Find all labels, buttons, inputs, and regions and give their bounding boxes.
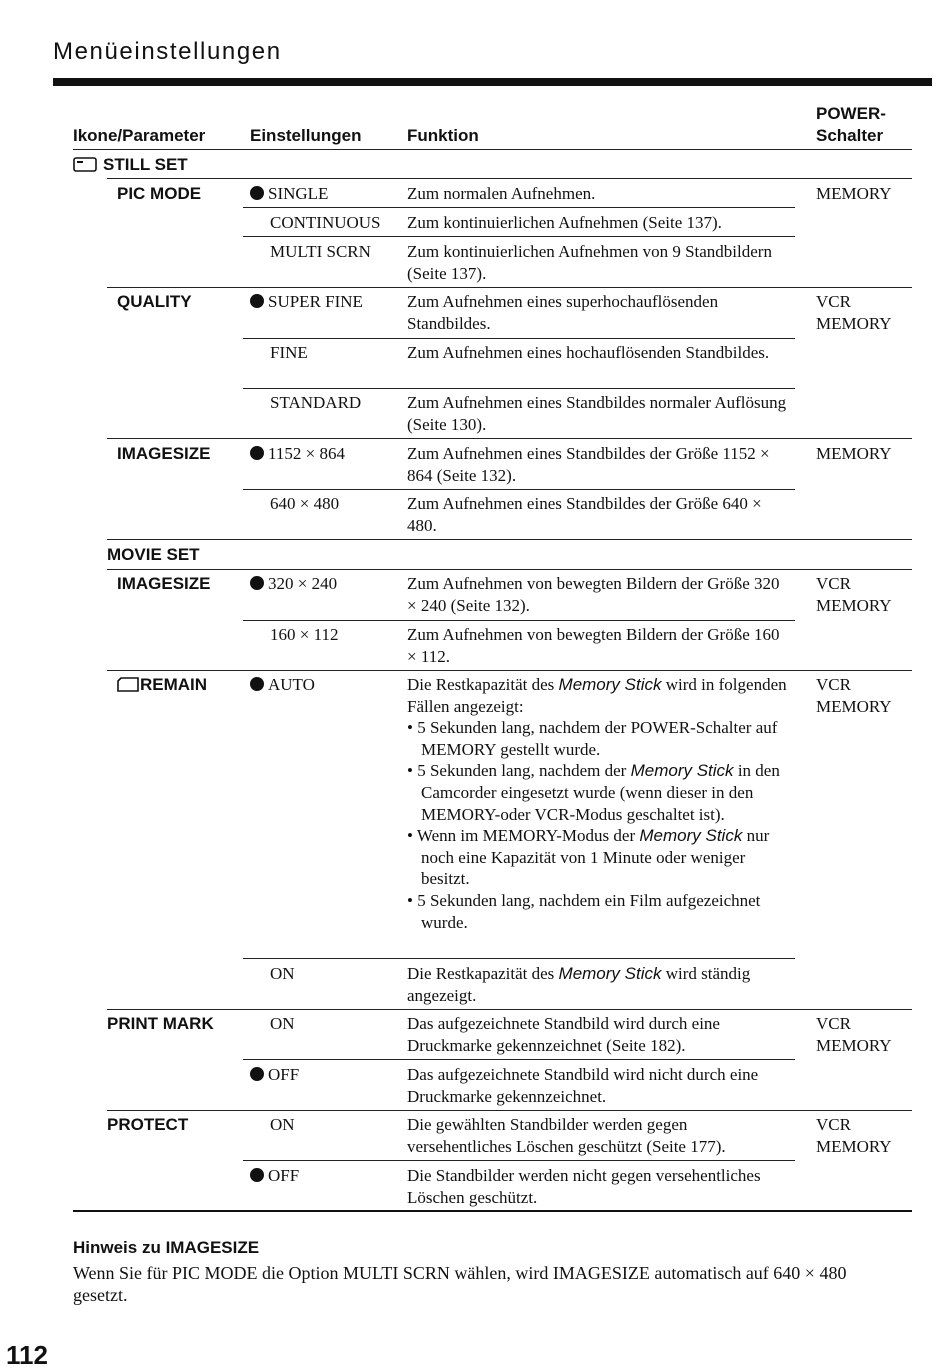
function-protect-on: Die gewählten Standbilder werden gegen versehentliches Löschen geschützt (Seite 177). [407, 1115, 726, 1156]
setting-auto: AUTO [250, 674, 315, 696]
row-rule [243, 207, 795, 208]
default-setting-dot-icon [250, 186, 264, 200]
table-bottom-rule [73, 1210, 912, 1212]
header-settings: Einstellungen [250, 126, 362, 145]
setting-single: SINGLE [250, 183, 328, 205]
function-remain-on: Die Restkapazität des Memory Stick wird ständig angezeigt. [407, 964, 751, 1005]
power-remain: VCR MEMORY [816, 675, 892, 716]
setting-640: 640 × 480 [270, 494, 340, 513]
function-print-on: Das aufgezeichnete Standbild wird durch eine Druckmarke gekennzeichnet (Seite 182). [407, 1014, 720, 1055]
row-rule [243, 489, 795, 490]
power-protect: VCR MEMORY [816, 1115, 892, 1156]
setting-protect-off: OFF [250, 1165, 299, 1187]
function-protect-off: Die Standbilder werden nicht gegen versehentliches Löschen geschützt. [407, 1166, 761, 1207]
power-imagesize-still: MEMORY [816, 444, 892, 463]
setting-continuous: CONTINUOUS [270, 213, 381, 232]
row-rule [107, 539, 912, 540]
row-rule [107, 1009, 912, 1010]
row-rule [107, 1110, 912, 1111]
function-single: Zum normalen Aufnehmen. [407, 184, 596, 203]
group-still-set-label: STILL SET [103, 155, 188, 174]
default-setting-dot-icon [250, 1067, 264, 1081]
header-power-line2: Schalter [816, 126, 884, 145]
setting-standard: STANDARD [270, 393, 362, 412]
function-fine: Zum Aufnehmen eines hochauflösenden Standbildes. [407, 343, 770, 362]
param-print-mark: PRINT MARK [107, 1014, 214, 1033]
note-body: Wenn Sie für PIC MODE die Option MULTI SCRN wählen, wird IMAGESIZE automatisch auf 640 × 480 gesetzt. [73, 1263, 847, 1305]
function-160: Zum Aufnehmen von bewegten Bildern der Größe 160 × 112. [407, 625, 780, 666]
param-remain [117, 674, 207, 696]
setting-print-on: ON [270, 1014, 295, 1033]
page-number: 112 [6, 1340, 48, 1370]
row-rule [243, 958, 795, 959]
row-rule [243, 1059, 795, 1060]
page-title: Menüeinstellungen [53, 38, 282, 65]
setting-320: 320 × 240 [250, 573, 337, 595]
setting-remain-on: ON [270, 964, 295, 983]
param-imagesize-movie: IMAGESIZE [117, 574, 211, 593]
row-rule [243, 1160, 795, 1161]
auto-bullet-4: • 5 Sekunden lang, nachdem ein Film aufgezeichnet wurde. [407, 890, 761, 932]
power-imagesize-movie: VCR MEMORY [816, 574, 892, 615]
param-pic-mode: PIC MODE [117, 184, 202, 203]
setting-fine: FINE [270, 343, 308, 362]
title-rule [53, 78, 932, 86]
default-setting-dot-icon [250, 294, 264, 308]
header-power-line1: POWER- [816, 104, 886, 123]
row-rule [107, 670, 912, 671]
row-rule [243, 620, 795, 621]
note-title: Hinweis zu IMAGESIZE [73, 1238, 260, 1257]
auto-bullet-2: • 5 Sekunden lang, nachdem der Memory Stick in den Camcorder eingesetzt wurde (wenn dieser in den MEMORY-oder VCR-Modus geschaltet ist). [407, 761, 780, 824]
param-protect: PROTECT [107, 1115, 189, 1134]
setting-multi-scrn: MULTI SCRN [270, 242, 371, 261]
auto-bullet-3: • Wenn im MEMORY-Modus der Memory Stick nur noch eine Kapazität von 1 Minute oder weniger besitzt. [407, 826, 770, 889]
default-setting-dot-icon [250, 1168, 264, 1182]
setting-print-off: OFF [250, 1064, 299, 1086]
group-movie-set: MOVIE SET [107, 545, 200, 564]
function-320: Zum Aufnehmen von bewegten Bildern der Größe 320 × 240 (Seite 132). [407, 574, 780, 615]
function-1152: Zum Aufnehmen eines Standbildes der Größe 1152 × 864 (Seite 132). [407, 444, 770, 485]
header-rule [73, 149, 912, 150]
function-standard: Zum Aufnehmen eines Standbildes normaler Auflösung (Seite 130). [407, 393, 787, 434]
group-still-set [73, 154, 188, 176]
default-setting-dot-icon [250, 446, 264, 460]
function-print-off: Das aufgezeichnete Standbild wird nicht durch eine Druckmarke gekennzeichnet. [407, 1065, 759, 1106]
function-640: Zum Aufnehmen eines Standbildes der Größe 640 × 480. [407, 494, 762, 535]
memory-card-icon [117, 677, 139, 692]
function-super-fine: Zum Aufnehmen eines superhochauflösenden Standbildes. [407, 292, 719, 333]
power-quality: VCR MEMORY [816, 292, 892, 333]
function-multi-scrn: Zum kontinuierlichen Aufnehmen von 9 Standbildern (Seite 137). [407, 242, 772, 283]
function-continuous: Zum kontinuierlichen Aufnehmen (Seite 137). [407, 213, 722, 232]
still-camera-card-icon [73, 157, 97, 172]
auto-bullet-1: • 5 Sekunden lang, nachdem der POWER-Schalter auf MEMORY gestellt wurde. [407, 718, 778, 759]
header-function: Funktion [407, 126, 479, 145]
setting-160: 160 × 112 [270, 625, 339, 644]
param-remain-label: REMAIN [140, 675, 208, 694]
row-rule [107, 569, 912, 570]
function-auto: Die Restkapazität des Memory Stick wird in folgenden Fällen angezeigt: • 5 Sekunden lang, nachdem der POWER-Schalter auf MEMORY gestellt wurde. • 5 Sekunden lang, nachdem der Memory Stick in den Camcorder eingesetzt wurde (wenn dieser in den MEMORY-oder VCR-Modus geschaltet ist). • Wenn im MEMORY-Modus der Memory Stick nur noch eine Kapazität von 1 Minute oder weniger besitzt. • 5 Sekunden lang, nachdem ein Film aufgezeichnet wurde. [407, 674, 789, 933]
header-param: Ikone/Parameter [73, 126, 206, 145]
power-pic-mode: MEMORY [816, 184, 892, 203]
row-rule [243, 388, 795, 389]
setting-super-fine: SUPER FINE [250, 291, 363, 313]
setting-protect-on: ON [270, 1115, 295, 1134]
default-setting-dot-icon [250, 576, 264, 590]
row-rule [243, 236, 795, 237]
row-rule [107, 287, 912, 288]
param-quality: QUALITY [117, 292, 192, 311]
row-rule [243, 338, 795, 339]
param-imagesize-still: IMAGESIZE [117, 444, 211, 463]
row-rule [107, 178, 912, 179]
setting-1152: 1152 × 864 [250, 443, 345, 465]
row-rule [107, 438, 912, 439]
power-print-mark: VCR MEMORY [816, 1014, 892, 1055]
default-setting-dot-icon [250, 677, 264, 691]
